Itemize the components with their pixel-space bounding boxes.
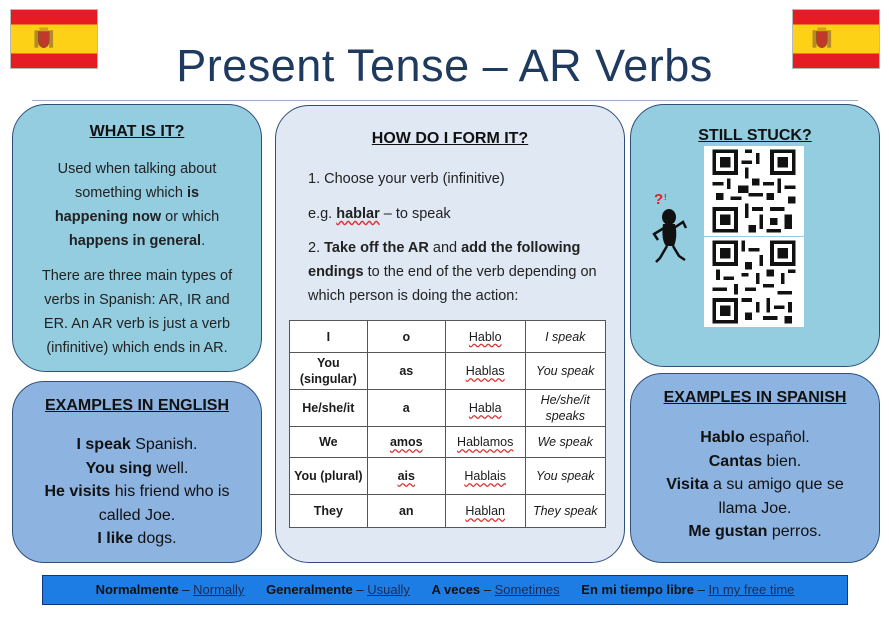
example-line: Hablo español. <box>700 429 810 446</box>
svg-text:?: ? <box>654 191 664 208</box>
what-is-it-heading: WHAT IS IT? <box>89 123 185 140</box>
qr-code-icon[interactable] <box>704 237 804 327</box>
example-verb-line: e.g. hablar – to speak <box>308 206 451 222</box>
what-is-it-panel <box>12 104 262 372</box>
table-row: I o Hablo I speak <box>290 321 606 353</box>
confused-stick-figure-icon <box>648 190 692 272</box>
table-row: We amos Hablamos We speak <box>290 427 606 458</box>
infinitive-example: hablar <box>336 206 380 222</box>
time-expressions-banner <box>42 575 848 605</box>
table-row: You (plural) ais Hablais You speak <box>290 458 606 495</box>
title-divider <box>32 100 858 101</box>
conjugation-table <box>289 320 606 528</box>
definition-text: . <box>201 233 206 249</box>
time-expression: A veces – Sometimes <box>431 582 560 597</box>
examples-english-list <box>13 433 261 551</box>
verb-types-text: There are three main types of verbs in Spanish: AR, IR and ER. An AR verb is just a verb (infinitive) which ends in AR. <box>41 268 233 356</box>
time-expression: En mi tiempo libre – In my free time <box>581 582 795 597</box>
examples-spanish-list <box>631 426 879 544</box>
qr-code-icon[interactable] <box>704 146 804 236</box>
example-line: You sing well. <box>85 459 189 477</box>
what-is-it-definition <box>13 157 261 253</box>
example-line: Visita a su amigo que se llama Joe. <box>666 476 844 517</box>
example-line: Cantas bien. <box>708 452 802 470</box>
example-line: Me gustan perros. <box>688 523 822 540</box>
examples-english-heading: EXAMPLES IN ENGLISH <box>44 397 230 414</box>
definition-text: Used when talking about something which <box>57 161 217 201</box>
still-stuck-heading: STILL STUCK? <box>698 127 812 144</box>
examples-english-panel <box>12 381 262 563</box>
svg-text:!: ! <box>664 193 667 202</box>
table-row: He/she/it a Habla He/she/it speaks <box>290 390 606 427</box>
how-to-form-heading: HOW DO I FORM IT? <box>371 130 529 147</box>
time-expression: Generalmente – Usually <box>266 582 410 597</box>
step-two-text: 2. Take off the AR and add the following endings to the end of the verb depending on which person is doing the action: <box>308 240 597 304</box>
example-line: I speak Spanish. <box>76 436 198 453</box>
page-title: Present Tense – AR Verbs <box>176 40 713 91</box>
time-expression: Normalmente – Normally <box>95 582 245 597</box>
definition-bold-text: happens in general <box>68 233 202 249</box>
examples-spanish-heading: EXAMPLES IN SPANISH <box>663 389 847 406</box>
table-row: You (singular) as Hablas You speak <box>290 353 606 390</box>
examples-spanish-panel <box>630 373 880 563</box>
table-row: They an Hablan They speak <box>290 495 606 528</box>
definition-bold-text: is happening now <box>54 185 200 225</box>
step-one-text: 1. Choose your verb (infinitive) <box>308 171 505 187</box>
example-line: I like dogs. <box>97 530 177 547</box>
example-line: He visits his friend who is called Joe. <box>44 483 230 524</box>
definition-text: or which <box>161 209 220 225</box>
